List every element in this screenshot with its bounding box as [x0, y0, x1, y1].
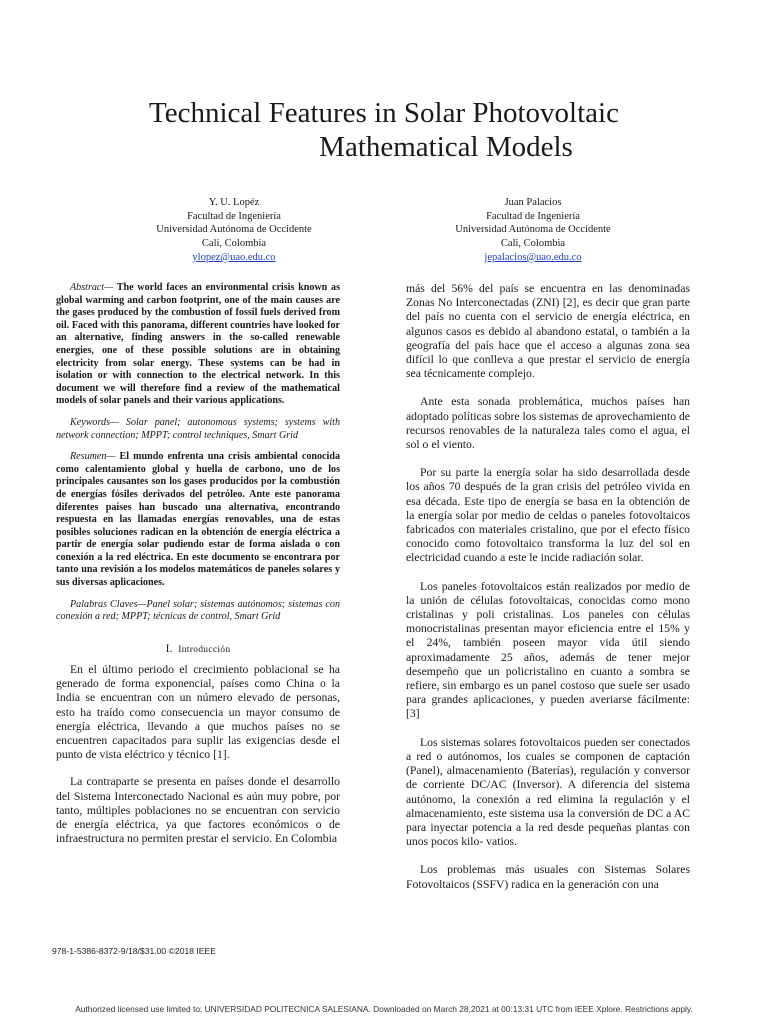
paragraph: En el último periodo el crecimiento poblacional se ha generado de forma exponencial, países como China o la India se encuentran con un número elevado de personas, esto ha traído como consecuencia un mayor consumo de energía eléctrica, llevando a que muchos países no se encuentren capacitados para suplir las exigencias desde el punto de vista eléctrico y técnico [1]. [56, 663, 340, 762]
author-university: Universidad Autónoma de Occidente [156, 224, 312, 236]
abstract-label: Abstract— [70, 282, 114, 293]
palabras-text: Panel solar; sistemas autónomos; sistemas con conexión a red; MPPT; técnicas de control, Smart Grid [56, 598, 340, 623]
keywords [56, 417, 340, 442]
paper-title [0, 96, 768, 164]
left-column [56, 282, 340, 846]
author-name: Y. U. Lopéz [208, 197, 260, 208]
author-university: Universidad Autónoma de Occidente [455, 224, 611, 236]
author-dept: Facultad de Ingeniería [486, 210, 580, 222]
paragraph: Por su parte la energía solar ha sido desarrollada desde los años 70 después de la gran crisis del petróleo vivida en esa década. Este tipo de energía se basa en la obtención de la energía solar por medio de celdas o paneles fotovoltaicos fabricados con materiales cristalino, que por el efecto físico conocido como fotovoltaico transforma la luz del sol en electricidad cuando a este le incide radiación solar. [406, 466, 690, 565]
title-line-1: Technical Features in Solar Photovoltaic [149, 97, 619, 129]
resumen [56, 451, 340, 590]
paragraph: más del 56% del país se encuentra en las denominadas Zonas No Interconectadas (ZNI) [2], es decir que gran parte del país no cuenta con el servicio de energía eléctrica, en algunos casos es debido al abandono estatal, o también a la geografía del país hace que el acceso a algunas zona sea difícil lo que conlleva a que prestar el servicio de energía sea técnicamente complejo. [406, 282, 690, 381]
author-name: Juan Palacios [504, 197, 562, 208]
license-footer: Authorized licensed use limited to: UNIVERSIDAD POLITECNICA SALESIANA. Downloaded on March 28,2021 at 00:13:31 UTC from IEEE Xplore. Restrictions apply. [75, 1004, 693, 1014]
paragraph: Los sistemas solares fotovoltaicos pueden ser conectados a red o autónomos, los cuales se componen de captación (Panel), almacenamiento (Baterías), regulación y conversor de corriente DC/AC (Inversor). A diferencia del sistema autónomo, la conexión a red elimina la regulación y el almacenamiento, este sistema usa la conversión de DC a AC para inyectar potencia a la red desde pequeñas plantas con unos pocos kilo- vatios. [406, 735, 690, 849]
section-heading [56, 642, 340, 657]
section-title: Introducción [178, 644, 231, 655]
author-email-link[interactable]: ylopez@uao.edu.co [192, 251, 276, 263]
title-line-2: Mathematical Models [319, 131, 573, 163]
author-email-link[interactable]: jepalacios@uao.edu.co [484, 251, 582, 263]
keywords-label: Keywords— [70, 416, 119, 428]
section-number: I. [165, 641, 173, 655]
paragraph: Los paneles fotovoltaicos están realizados por medio de la unión de células fotovoltaicas, conocidas como mono cristalinas y poli cristalinas. Los paneles con células monocristalinas presentan mayor eficiencia entre el 15% y el 24%, también poseen mayor vida útil siendo aproximadamente 25 años, además de tener mejor desempeño que un policristalino en cuanto a sombra se refiere, sin embargo es un panel costoso que suele ser usado para grandes aplicaciones, y pueden averiarse fácilmente: [3] [406, 579, 690, 721]
keywords-text: Solar panel; autonomous systems; systems with network connection; MPPT; control techniques, Smart Grid [56, 416, 340, 441]
abstract-text: The world faces an environmental crisis known as global warming and carbon footprint, one of the main causes are the gases produced by the combustion of fossil fuels derived from oil. Faced with this panorama, different countries have looked for an alternative, finding answers in the so-called renewable energies, one of these possible solutions are in obtaining electricity from solar energy. These systems can be had in isolation or with connection to the electrical network. In this document we will therefore find a review of the mathematical models of solar panels and their various applications. [56, 282, 340, 407]
abstract [56, 282, 340, 408]
paragraph: La contraparte se presenta en países donde el desarrollo del Sistema Interconectado Nacional es aún muy pobre, por tanto, múltiples poblaciones no se encuentran con servicio de energía eléctrica, ya que factores económicos o de infraestructura no permiten prestar el servicio. En Colombia [56, 775, 340, 846]
author-city: Cali, Colombia [201, 238, 267, 250]
paragraph: Ante esta sonada problemática, muchos países han adoptado políticas sobre los sistemas de aprovechamiento de recursos renovables de la naturaleza tales como el agua, el sol o el viento. [406, 395, 690, 452]
palabras-label: Palabras Claves— [70, 598, 147, 610]
author-city: Cali, Colombia [500, 238, 566, 250]
author-block-2 [413, 196, 653, 265]
resumen-label: Resumen— [70, 451, 116, 463]
author-block-1 [114, 196, 354, 265]
copyright-isbn: 978-1-5386-8372-9/18/$31.00 ©2018 IEEE [52, 946, 217, 956]
resumen-text: El mundo enfrenta una crisis ambiental conocida como calentamiento global y huella de carbono, uno de los principales causantes son los gases producidos por la combustión de energías fósiles derivados del petróleo. Ante este panorama diferentes países han buscado una alternativa, encontrando respuesta en las llamadas energías renovables, una de estas posibles soluciones radican en la obtención de energía eléctrica a partir de energía solar pudiendo estar de forma aislada o con conexión a la red eléctrica. En este documento se encontrara por tanto una revisión a los modelos matemáticos de paneles solares y sus diversas aplicaciones. [56, 451, 340, 589]
author-dept: Facultad de Ingeniería [187, 210, 281, 222]
palabras-claves [56, 599, 340, 624]
right-column [406, 282, 690, 892]
paragraph: Los problemas más usuales con Sistemas Solares Fotovoltaicos (SSFV) radica en la generación con una [406, 863, 690, 891]
